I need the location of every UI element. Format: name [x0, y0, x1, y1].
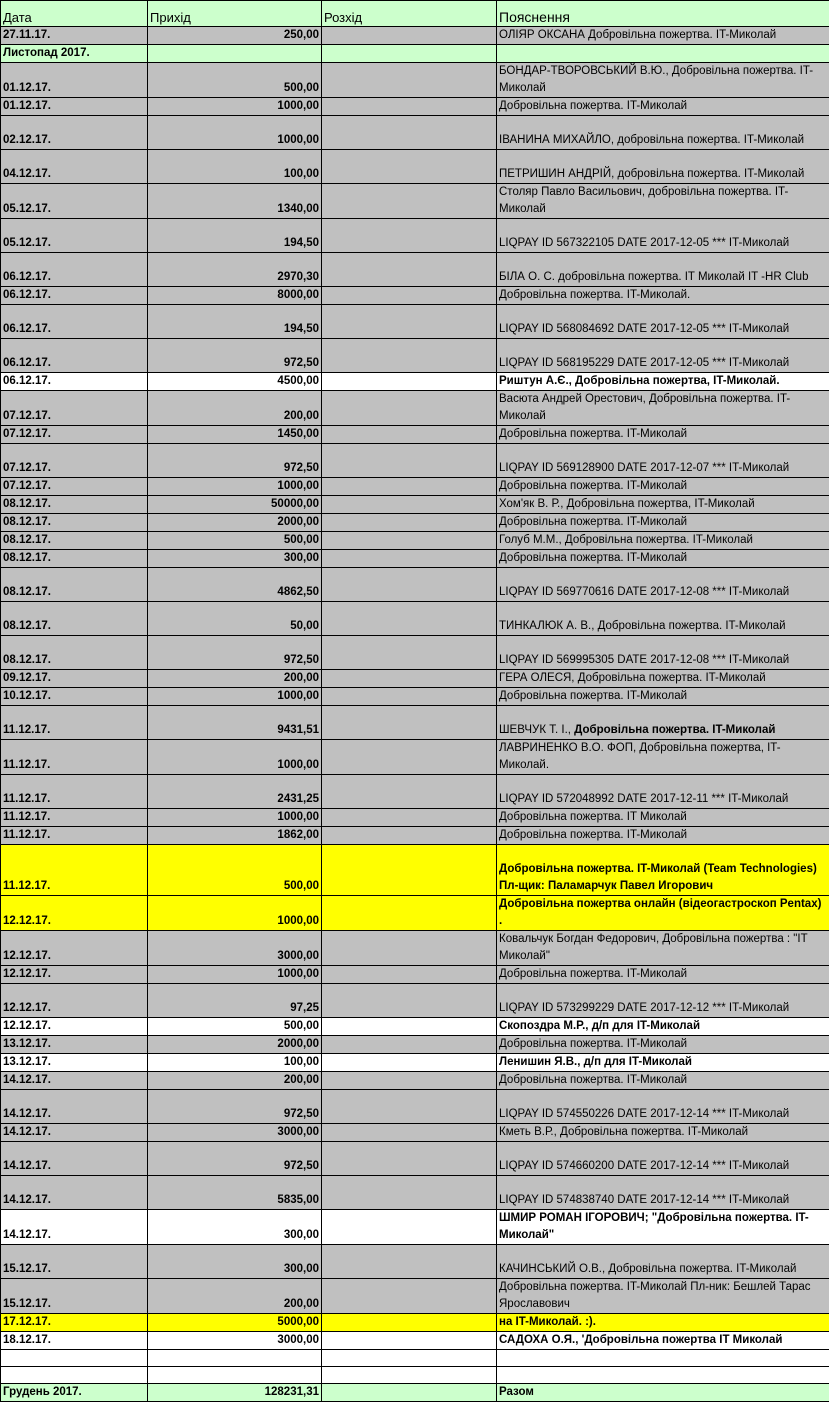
date-cell[interactable]: 11.12.17.: [1, 706, 148, 740]
table-row: [1, 670, 829, 688]
table-row: [1, 1072, 829, 1090]
table-row: [1, 444, 829, 478]
date-cell[interactable]: 06.12.17.: [1, 305, 148, 339]
income-cell[interactable]: 500,00: [148, 1018, 322, 1036]
date-cell[interactable]: 07.12.17.: [1, 391, 148, 426]
table-row: [1, 550, 829, 568]
date-cell[interactable]: 11.12.17.: [1, 775, 148, 809]
note-cell[interactable]: Добровільна пожертва. IT-Миколай: [497, 1072, 829, 1090]
note-cell[interactable]: ЛАВРИНЕНКО В.О. ФОП, Добровільна пожертва, IT-Миколай.: [497, 740, 829, 775]
expense-cell[interactable]: [322, 63, 497, 98]
income-cell[interactable]: 2000,00: [148, 1036, 322, 1054]
expense-cell[interactable]: [322, 809, 497, 827]
income-cell[interactable]: 4500,00: [148, 373, 322, 391]
date-cell[interactable]: 06.12.17.: [1, 287, 148, 305]
income-cell[interactable]: 3000,00: [148, 931, 322, 966]
income-cell[interactable]: 300,00: [148, 1245, 322, 1279]
income-cell[interactable]: [148, 1367, 322, 1384]
note-cell[interactable]: на IT-Миколай. :).: [497, 1314, 829, 1332]
date-cell[interactable]: [1, 1367, 148, 1384]
note-cell[interactable]: Добровільна пожертва. IT-Миколай: [497, 514, 829, 532]
table-row: [1, 1036, 829, 1054]
note-cell[interactable]: ШМИР РОМАН ІГОРОВИЧ; "Добровільна пожертва. IT-Миколай": [497, 1210, 829, 1245]
table-row: [1, 827, 829, 845]
date-cell[interactable]: Грудень 2017.: [1, 1384, 148, 1402]
header-income[interactable]: Прихід: [148, 1, 322, 27]
note-cell[interactable]: Добровільна пожертва. IT-Миколай: [497, 688, 829, 706]
note-bold: Добровільна пожертва. IT-Миколай: [574, 724, 775, 736]
date-cell[interactable]: 12.12.17.: [1, 931, 148, 966]
income-cell[interactable]: [148, 45, 322, 63]
expense-cell[interactable]: [322, 116, 497, 150]
expense-cell[interactable]: [322, 305, 497, 339]
income-cell[interactable]: 2000,00: [148, 514, 322, 532]
date-cell[interactable]: 12.12.17.: [1, 896, 148, 931]
table-row: [1, 1054, 829, 1072]
income-cell[interactable]: 300,00: [148, 550, 322, 568]
note-cell[interactable]: Риштун А.Є., Добровільна пожертва, IT-Миколай.: [497, 373, 829, 391]
income-cell[interactable]: 500,00: [148, 845, 322, 896]
income-cell[interactable]: 97,25: [148, 984, 322, 1018]
expense-cell[interactable]: [322, 688, 497, 706]
table-row: [1, 845, 829, 896]
date-cell[interactable]: 14.12.17.: [1, 1210, 148, 1245]
date-cell[interactable]: 11.12.17.: [1, 845, 148, 896]
table-row: [1, 740, 829, 775]
income-cell[interactable]: 50,00: [148, 602, 322, 636]
date-cell[interactable]: 08.12.17.: [1, 636, 148, 670]
note-cell[interactable]: Добровільна пожертва. IT-Миколай.: [497, 287, 829, 305]
note-cell[interactable]: Скопоздра М.Р., д/п для IT-Миколай: [497, 1018, 829, 1036]
income-cell[interactable]: 1000,00: [148, 688, 322, 706]
note-cell[interactable]: БІЛА О. С. добровільна пожертва. IT Миколай IT -HR Club: [497, 253, 829, 287]
expense-cell[interactable]: [322, 478, 497, 496]
income-cell[interactable]: 200,00: [148, 391, 322, 426]
expense-cell[interactable]: [322, 45, 497, 63]
income-cell[interactable]: 500,00: [148, 532, 322, 550]
date-cell[interactable]: 27.11.17.: [1, 27, 148, 45]
note-cell[interactable]: [497, 1350, 829, 1367]
expense-cell[interactable]: [322, 827, 497, 845]
note-cell[interactable]: Добровільна пожертва. IT-Миколай Пл-ник: Бешлей Тарас Ярославович: [497, 1279, 829, 1314]
expense-cell[interactable]: [322, 1142, 497, 1176]
date-cell[interactable]: 10.12.17.: [1, 688, 148, 706]
expense-cell[interactable]: [322, 568, 497, 602]
income-cell[interactable]: 2970,30: [148, 253, 322, 287]
note-prefix: ШЕВЧУК Т. І.,: [499, 724, 574, 736]
date-cell[interactable]: 06.12.17.: [1, 373, 148, 391]
note-cell[interactable]: ІВАНИНА МИХАЙЛО, добровільна пожертва. IT-Миколай: [497, 116, 829, 150]
table-row: [1, 287, 829, 305]
note-cell[interactable]: Добровільна пожертва. IT-Миколай: [497, 966, 829, 984]
table-row: [1, 184, 829, 219]
date-cell[interactable]: 14.12.17.: [1, 1090, 148, 1124]
income-cell[interactable]: 1000,00: [148, 116, 322, 150]
expense-cell[interactable]: [322, 27, 497, 45]
date-cell[interactable]: 15.12.17.: [1, 1279, 148, 1314]
note-cell[interactable]: Добровільна пожертва. IT-Миколай (Team Technologies) Пл-щик: Паламарчук Павел Игорович: [497, 845, 829, 896]
expense-cell[interactable]: [322, 339, 497, 373]
income-cell[interactable]: 500,00: [148, 63, 322, 98]
table-row: [1, 602, 829, 636]
expense-cell[interactable]: [322, 896, 497, 931]
income-cell[interactable]: 972,50: [148, 444, 322, 478]
date-cell[interactable]: 11.12.17.: [1, 740, 148, 775]
note-cell[interactable]: КАЧИНСЬКИЙ О.В., Добровільна пожертва. IT-Миколай: [497, 1245, 829, 1279]
date-cell[interactable]: 08.12.17.: [1, 602, 148, 636]
expense-cell[interactable]: [322, 966, 497, 984]
date-cell[interactable]: 12.12.17.: [1, 966, 148, 984]
table-row: [1, 391, 829, 426]
income-cell[interactable]: 1000,00: [148, 809, 322, 827]
income-cell[interactable]: [148, 1350, 322, 1367]
income-cell[interactable]: 50000,00: [148, 496, 322, 514]
expense-cell[interactable]: [322, 1072, 497, 1090]
expense-cell[interactable]: [322, 1332, 497, 1350]
table-row: [1, 305, 829, 339]
date-cell[interactable]: 08.12.17.: [1, 568, 148, 602]
income-cell[interactable]: 972,50: [148, 339, 322, 373]
income-cell[interactable]: 5835,00: [148, 1176, 322, 1210]
table-row: [1, 568, 829, 602]
note-cell[interactable]: Добровільна пожертва. IT-Миколай: [497, 478, 829, 496]
note-cell[interactable]: Столяр Павло Васильович, добровільна пожертва. IT-Миколай: [497, 184, 829, 219]
table-row: [1, 688, 829, 706]
table-row: [1, 63, 829, 98]
date-cell[interactable]: 14.12.17.: [1, 1072, 148, 1090]
date-cell[interactable]: 05.12.17.: [1, 219, 148, 253]
note-cell[interactable]: Хом'як В. Р., Добровільна пожертва, IT-Миколай: [497, 496, 829, 514]
date-cell[interactable]: 08.12.17.: [1, 514, 148, 532]
date-cell[interactable]: Листопад 2017.: [1, 45, 148, 63]
note-cell[interactable]: ТИНКАЛЮК А. В., Добровільна пожертва. IT-Миколай: [497, 602, 829, 636]
expense-cell[interactable]: [322, 1054, 497, 1072]
table-row: [1, 532, 829, 550]
table-row: [1, 1384, 829, 1402]
expense-cell[interactable]: [322, 253, 497, 287]
note-cell[interactable]: БОНДАР-ТВОРОВСЬКИЙ В.Ю., Добровільна пожертва. IT-Миколай: [497, 63, 829, 98]
table-row: [1, 1142, 829, 1176]
table-row: [1, 514, 829, 532]
note-cell[interactable]: LIQPAY ID 569995305 DATE 2017-12-08 *** IT-Миколай: [497, 636, 829, 670]
date-cell[interactable]: 08.12.17.: [1, 550, 148, 568]
table-row: [1, 1210, 829, 1245]
note-cell[interactable]: Добровільна пожертва. IT-Миколай: [497, 550, 829, 568]
expense-cell[interactable]: [322, 373, 497, 391]
note-cell[interactable]: Добровільна пожертва. IT-Миколай: [497, 827, 829, 845]
table-row: [1, 1367, 829, 1384]
date-cell[interactable]: 06.12.17.: [1, 253, 148, 287]
income-cell[interactable]: 972,50: [148, 636, 322, 670]
expense-cell[interactable]: [322, 706, 497, 740]
income-cell[interactable]: 100,00: [148, 150, 322, 184]
note-cell[interactable]: [497, 706, 829, 740]
income-cell[interactable]: 972,50: [148, 1142, 322, 1176]
note-cell[interactable]: LIQPAY ID 574660200 DATE 2017-12-14 *** IT-Миколай: [497, 1142, 829, 1176]
expense-cell[interactable]: [322, 496, 497, 514]
note-cell[interactable]: Ковальчук Богдан Федорович, Добровільна пожертва : "IT Миколай": [497, 931, 829, 966]
table-row: [1, 339, 829, 373]
note-cell[interactable]: Добровільна пожертва. IT-Миколай: [497, 1036, 829, 1054]
expense-cell[interactable]: [322, 1176, 497, 1210]
table-row: [1, 116, 829, 150]
date-cell[interactable]: 15.12.17.: [1, 1245, 148, 1279]
table-row: [1, 896, 829, 931]
header-expense[interactable]: Розхід: [322, 1, 497, 27]
header-date[interactable]: Дата: [1, 1, 148, 27]
expense-cell[interactable]: [322, 1384, 497, 1402]
date-cell[interactable]: 07.12.17.: [1, 478, 148, 496]
date-cell[interactable]: 05.12.17.: [1, 184, 148, 219]
table-row: [1, 809, 829, 827]
income-cell[interactable]: 1862,00: [148, 827, 322, 845]
table-row: [1, 98, 829, 116]
table-row: [1, 1332, 829, 1350]
note-cell[interactable]: Добровільна пожертва. IT-Миколай: [497, 426, 829, 444]
income-cell[interactable]: 1000,00: [148, 896, 322, 931]
income-cell[interactable]: 200,00: [148, 1072, 322, 1090]
expense-cell[interactable]: [322, 444, 497, 478]
table-row: [1, 478, 829, 496]
date-cell[interactable]: 12.12.17.: [1, 1018, 148, 1036]
expense-cell[interactable]: [322, 150, 497, 184]
income-cell[interactable]: 1000,00: [148, 98, 322, 116]
table-row: [1, 27, 829, 45]
note-cell[interactable]: ГЕРА ОЛЕСЯ, Добровільна пожертва. IT-Миколай: [497, 670, 829, 688]
date-cell[interactable]: [1, 1350, 148, 1367]
income-cell[interactable]: 300,00: [148, 1210, 322, 1245]
income-cell[interactable]: 1000,00: [148, 966, 322, 984]
note-cell[interactable]: Добровільна пожертва. IT-Миколай: [497, 98, 829, 116]
date-cell[interactable]: 08.12.17.: [1, 532, 148, 550]
note-cell[interactable]: Добровільна пожертва онлайн (відеогастроскоп Pentax) .: [497, 896, 829, 931]
note-cell[interactable]: [497, 45, 829, 63]
expense-cell[interactable]: [322, 1210, 497, 1245]
expense-cell[interactable]: [322, 98, 497, 116]
income-cell[interactable]: 9431,51: [148, 706, 322, 740]
date-cell[interactable]: 01.12.17.: [1, 98, 148, 116]
note-cell[interactable]: ПЕТРИШИН АНДРІЙ, добровільна пожертва. IT-Миколай: [497, 150, 829, 184]
income-cell[interactable]: 5000,00: [148, 1314, 322, 1332]
table-row: [1, 1314, 829, 1332]
income-cell[interactable]: 1450,00: [148, 426, 322, 444]
expense-cell[interactable]: [322, 845, 497, 896]
note-cell[interactable]: LIQPAY ID 573299229 DATE 2017-12-12 *** IT-Миколай: [497, 984, 829, 1018]
table-row: [1, 253, 829, 287]
table-row: [1, 1350, 829, 1367]
table-row: [1, 931, 829, 966]
expense-cell[interactable]: [322, 1279, 497, 1314]
expense-cell[interactable]: [322, 775, 497, 809]
header-note[interactable]: Пояснення: [497, 1, 829, 27]
table-row: [1, 636, 829, 670]
income-cell[interactable]: 194,50: [148, 305, 322, 339]
expense-cell[interactable]: [322, 550, 497, 568]
expense-cell[interactable]: [322, 636, 497, 670]
note-cell[interactable]: LIQPAY ID 567322105 DATE 2017-12-05 *** IT-Миколай: [497, 219, 829, 253]
date-cell[interactable]: 07.12.17.: [1, 426, 148, 444]
expense-cell[interactable]: [322, 1090, 497, 1124]
note-cell[interactable]: LIQPAY ID 569770616 DATE 2017-12-08 *** IT-Миколай: [497, 568, 829, 602]
note-cell[interactable]: Голуб М.М., Добровільна пожертва. IT-Миколай: [497, 532, 829, 550]
table-row: [1, 1090, 829, 1124]
note-cell[interactable]: LIQPAY ID 572048992 DATE 2017-12-11 *** IT-Миколай: [497, 775, 829, 809]
income-cell[interactable]: 3000,00: [148, 1124, 322, 1142]
income-cell[interactable]: 8000,00: [148, 287, 322, 305]
note-cell[interactable]: Ленишин Я.В., д/п для IT-Миколай: [497, 1054, 829, 1072]
expense-cell[interactable]: [322, 1245, 497, 1279]
income-cell[interactable]: 1000,00: [148, 478, 322, 496]
table-row: [1, 150, 829, 184]
expense-cell[interactable]: [322, 1124, 497, 1142]
date-cell[interactable]: 08.12.17.: [1, 496, 148, 514]
expense-cell[interactable]: [322, 426, 497, 444]
table-row: [1, 775, 829, 809]
expense-cell[interactable]: [322, 931, 497, 966]
expense-cell[interactable]: [322, 1018, 497, 1036]
note-cell[interactable]: LIQPAY ID 569128900 DATE 2017-12-07 *** IT-Миколай: [497, 444, 829, 478]
table-row: [1, 45, 829, 63]
table-row: [1, 373, 829, 391]
table-row: [1, 706, 829, 740]
expense-cell[interactable]: [322, 1350, 497, 1367]
date-cell[interactable]: 07.12.17.: [1, 444, 148, 478]
income-cell[interactable]: 200,00: [148, 1279, 322, 1314]
note-cell[interactable]: Добровільна пожертва. IT Миколай: [497, 809, 829, 827]
expense-cell[interactable]: [322, 532, 497, 550]
note-cell[interactable]: LIQPAY ID 574550226 DATE 2017-12-14 *** IT-Миколай: [497, 1090, 829, 1124]
table-row: [1, 219, 829, 253]
date-cell[interactable]: 14.12.17.: [1, 1124, 148, 1142]
date-cell[interactable]: 01.12.17.: [1, 63, 148, 98]
expense-cell[interactable]: [322, 1367, 497, 1384]
table-row: [1, 1176, 829, 1210]
note-cell[interactable]: Разом: [497, 1384, 829, 1402]
date-cell[interactable]: 14.12.17.: [1, 1142, 148, 1176]
table-row: [1, 496, 829, 514]
income-cell[interactable]: 128231,31: [148, 1384, 322, 1402]
note-cell[interactable]: ОЛІЯР ОКСАНА Добровільна пожертва. IT-Миколай: [497, 27, 829, 45]
date-cell[interactable]: 17.12.17.: [1, 1314, 148, 1332]
expense-cell[interactable]: [322, 984, 497, 1018]
note-cell[interactable]: [497, 1367, 829, 1384]
table-row: [1, 1018, 829, 1036]
table-row: [1, 966, 829, 984]
expense-cell[interactable]: [322, 287, 497, 305]
date-cell[interactable]: 11.12.17.: [1, 827, 148, 845]
expense-cell[interactable]: [322, 1036, 497, 1054]
expense-cell[interactable]: [322, 670, 497, 688]
income-cell[interactable]: 194,50: [148, 219, 322, 253]
expense-cell[interactable]: [322, 602, 497, 636]
note-cell[interactable]: Васюта Андрей Орестович, Добровільна пожертва. IT-Миколай: [497, 391, 829, 426]
date-cell[interactable]: 18.12.17.: [1, 1332, 148, 1350]
expense-cell[interactable]: [322, 1314, 497, 1332]
expense-cell[interactable]: [322, 391, 497, 426]
table-row: [1, 1245, 829, 1279]
income-cell[interactable]: 2431,25: [148, 775, 322, 809]
date-cell[interactable]: 14.12.17.: [1, 1176, 148, 1210]
date-cell[interactable]: 06.12.17.: [1, 339, 148, 373]
note-cell[interactable]: LIQPAY ID 568195229 DATE 2017-12-05 *** IT-Миколай: [497, 339, 829, 373]
income-cell[interactable]: 972,50: [148, 1090, 322, 1124]
date-cell[interactable]: 02.12.17.: [1, 116, 148, 150]
table-row: [1, 984, 829, 1018]
table-row: [1, 1279, 829, 1314]
date-cell[interactable]: 13.12.17.: [1, 1036, 148, 1054]
note-cell[interactable]: LIQPAY ID 568084692 DATE 2017-12-05 *** IT-Миколай: [497, 305, 829, 339]
income-cell[interactable]: 3000,00: [148, 1332, 322, 1350]
table-row: [1, 426, 829, 444]
income-cell[interactable]: 250,00: [148, 27, 322, 45]
income-cell[interactable]: 1000,00: [148, 740, 322, 775]
expense-cell[interactable]: [322, 219, 497, 253]
income-cell[interactable]: 4862,50: [148, 568, 322, 602]
date-cell[interactable]: 12.12.17.: [1, 984, 148, 1018]
date-cell[interactable]: 09.12.17.: [1, 670, 148, 688]
note-cell[interactable]: LIQPAY ID 574838740 DATE 2017-12-14 *** IT-Миколай: [497, 1176, 829, 1210]
note-cell[interactable]: САДОХА О.Я., 'Добровільна пожертва IT Миколай: [497, 1332, 829, 1350]
header-row: [1, 1, 829, 27]
income-cell[interactable]: 100,00: [148, 1054, 322, 1072]
table-row: [1, 1124, 829, 1142]
note-cell[interactable]: Кметь В.Р., Добровільна пожертва. IT-Миколай: [497, 1124, 829, 1142]
expense-cell[interactable]: [322, 184, 497, 219]
date-cell[interactable]: 11.12.17.: [1, 809, 148, 827]
expense-cell[interactable]: [322, 514, 497, 532]
date-cell[interactable]: 13.12.17.: [1, 1054, 148, 1072]
date-cell[interactable]: 04.12.17.: [1, 150, 148, 184]
expense-cell[interactable]: [322, 740, 497, 775]
income-cell[interactable]: 1340,00: [148, 184, 322, 219]
income-cell[interactable]: 200,00: [148, 670, 322, 688]
